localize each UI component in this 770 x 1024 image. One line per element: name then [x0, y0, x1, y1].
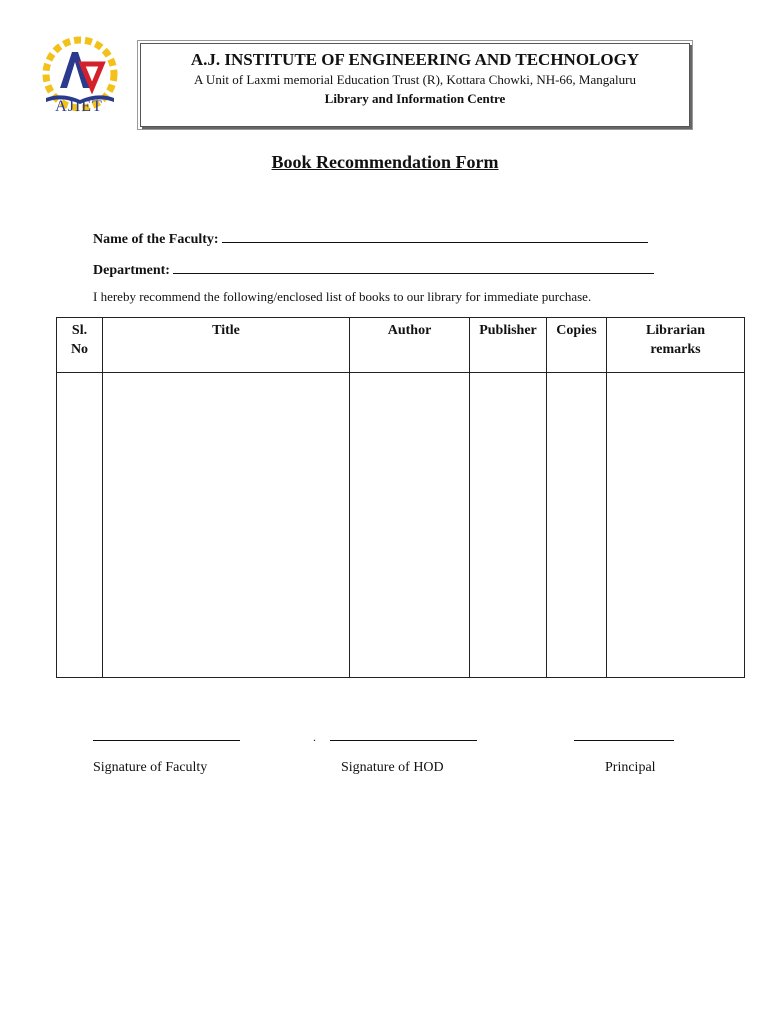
- principal-signature-label: Principal: [605, 760, 656, 775]
- cell-copies[interactable]: [547, 373, 607, 678]
- faculty-signature-label: Signature of Faculty: [93, 760, 208, 775]
- cell-author[interactable]: [350, 373, 470, 678]
- header-box: [140, 43, 690, 127]
- cell-title[interactable]: [103, 373, 350, 678]
- cell-remarks[interactable]: [607, 373, 745, 678]
- principal-signature-line[interactable]: [574, 740, 674, 741]
- col-copies: Copies: [547, 318, 607, 373]
- col-sl-no: Sl. No: [57, 318, 103, 373]
- institute-name: A.J. INSTITUTE OF ENGINEERING AND TECHNOLOGY: [190, 50, 640, 69]
- department-field[interactable]: [93, 259, 654, 279]
- books-table: [56, 317, 745, 678]
- col-title: Title: [103, 318, 350, 373]
- department-label: Department:: [93, 263, 170, 278]
- cell-publisher[interactable]: [470, 373, 547, 678]
- cell-sl-no[interactable]: [57, 373, 103, 678]
- faculty-signature-line[interactable]: [93, 740, 240, 741]
- separator-dot: .: [313, 730, 316, 744]
- library-name: Library and Information Centre: [324, 91, 506, 106]
- faculty-input-line[interactable]: [222, 228, 648, 243]
- col-publisher: Publisher: [470, 318, 547, 373]
- table-header-row: [57, 318, 745, 373]
- department-input-line[interactable]: [173, 259, 654, 274]
- trust-line: A Unit of Laxmi memorial Education Trust (R), Kottara Chowki, NH-66, Mangaluru: [194, 72, 636, 87]
- faculty-field[interactable]: [93, 228, 648, 248]
- form-title: Book Recommendation Form: [271, 152, 499, 172]
- intro-text: I hereby recommend the following/enclosed list of books to our library for immediate purchase.: [93, 289, 592, 304]
- table-row: [57, 373, 745, 678]
- hod-signature-label: Signature of HOD: [341, 760, 444, 775]
- col-author: Author: [350, 318, 470, 373]
- hod-signature-line[interactable]: [330, 740, 477, 741]
- logo-wordmark: AJIET: [55, 98, 103, 115]
- faculty-label: Name of the Faculty:: [93, 232, 219, 247]
- col-librarian-remarks: Librarian remarks: [607, 318, 745, 373]
